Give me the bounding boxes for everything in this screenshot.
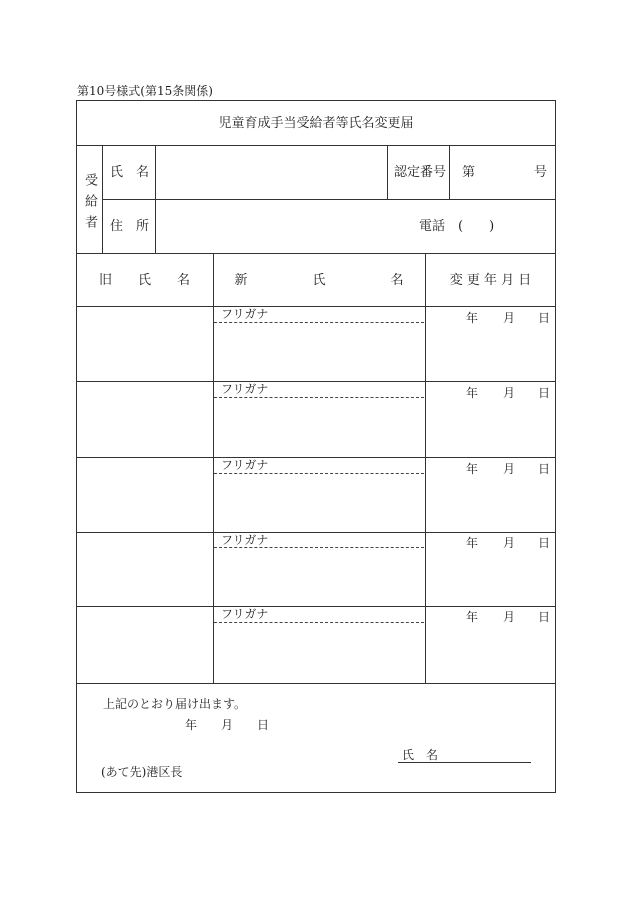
old-name-field[interactable] bbox=[77, 458, 212, 531]
furigana-label: フリガナ bbox=[221, 607, 269, 621]
form-title: 児童育成手当受給者等氏名変更届 bbox=[218, 116, 414, 131]
date-month: 月 bbox=[503, 386, 516, 400]
date-day: 日 bbox=[538, 462, 551, 476]
new-name-field[interactable] bbox=[214, 549, 424, 605]
date-month: 月 bbox=[503, 536, 516, 550]
name-field[interactable] bbox=[156, 146, 386, 199]
date-month: 月 bbox=[503, 311, 516, 325]
cert-prefix: 第 bbox=[462, 165, 476, 180]
date-year: 年 bbox=[466, 311, 479, 325]
old-name-field[interactable] bbox=[77, 382, 212, 456]
address-field[interactable] bbox=[156, 200, 416, 252]
addressee-text: (あて先)港区長 bbox=[101, 765, 183, 779]
recipient-label: 受給者 bbox=[82, 173, 97, 236]
date-year: 年 bbox=[466, 536, 479, 550]
signature-label: 氏 名 bbox=[402, 748, 439, 762]
date-month: 月 bbox=[503, 462, 516, 476]
footer-year: 年 bbox=[185, 718, 198, 732]
date-day: 日 bbox=[538, 386, 551, 400]
date-day: 日 bbox=[538, 311, 551, 325]
declaration-text: 上記のとおり届け出ます。 bbox=[103, 697, 247, 711]
new-name-field[interactable] bbox=[214, 624, 424, 682]
name-label: 氏 名 bbox=[110, 165, 150, 180]
new-name-field[interactable] bbox=[214, 324, 424, 380]
cert-number-label: 認定番号 bbox=[394, 165, 447, 180]
new-name-field[interactable] bbox=[214, 399, 424, 456]
cert-suffix: 号 bbox=[534, 165, 548, 180]
old-name-field[interactable] bbox=[77, 307, 212, 380]
signature-line[interactable] bbox=[398, 762, 531, 763]
change-date-header: 変 更 年 月 日 bbox=[449, 273, 532, 288]
address-label: 住 所 bbox=[110, 219, 150, 234]
phone-label: 電話 ( ) bbox=[419, 219, 495, 234]
date-year: 年 bbox=[466, 462, 479, 476]
date-year: 年 bbox=[466, 386, 479, 400]
form-number: 第10号様式(第15条関係) bbox=[77, 84, 213, 98]
date-day: 日 bbox=[538, 536, 551, 550]
date-day: 日 bbox=[538, 610, 551, 624]
old-name-field[interactable] bbox=[77, 533, 212, 605]
date-month: 月 bbox=[503, 610, 516, 624]
furigana-label: フリガナ bbox=[221, 533, 269, 547]
date-year: 年 bbox=[466, 610, 479, 624]
old-name-field[interactable] bbox=[77, 607, 212, 682]
new-name-header: 新 氏 名 bbox=[234, 273, 404, 288]
footer-day: 日 bbox=[257, 718, 270, 732]
new-name-field[interactable] bbox=[214, 475, 424, 531]
furigana-label: フリガナ bbox=[221, 382, 269, 396]
furigana-label: フリガナ bbox=[221, 307, 269, 321]
footer-month: 月 bbox=[221, 718, 234, 732]
old-name-header: 旧 氏 名 bbox=[98, 273, 190, 288]
furigana-label: フリガナ bbox=[221, 458, 269, 472]
